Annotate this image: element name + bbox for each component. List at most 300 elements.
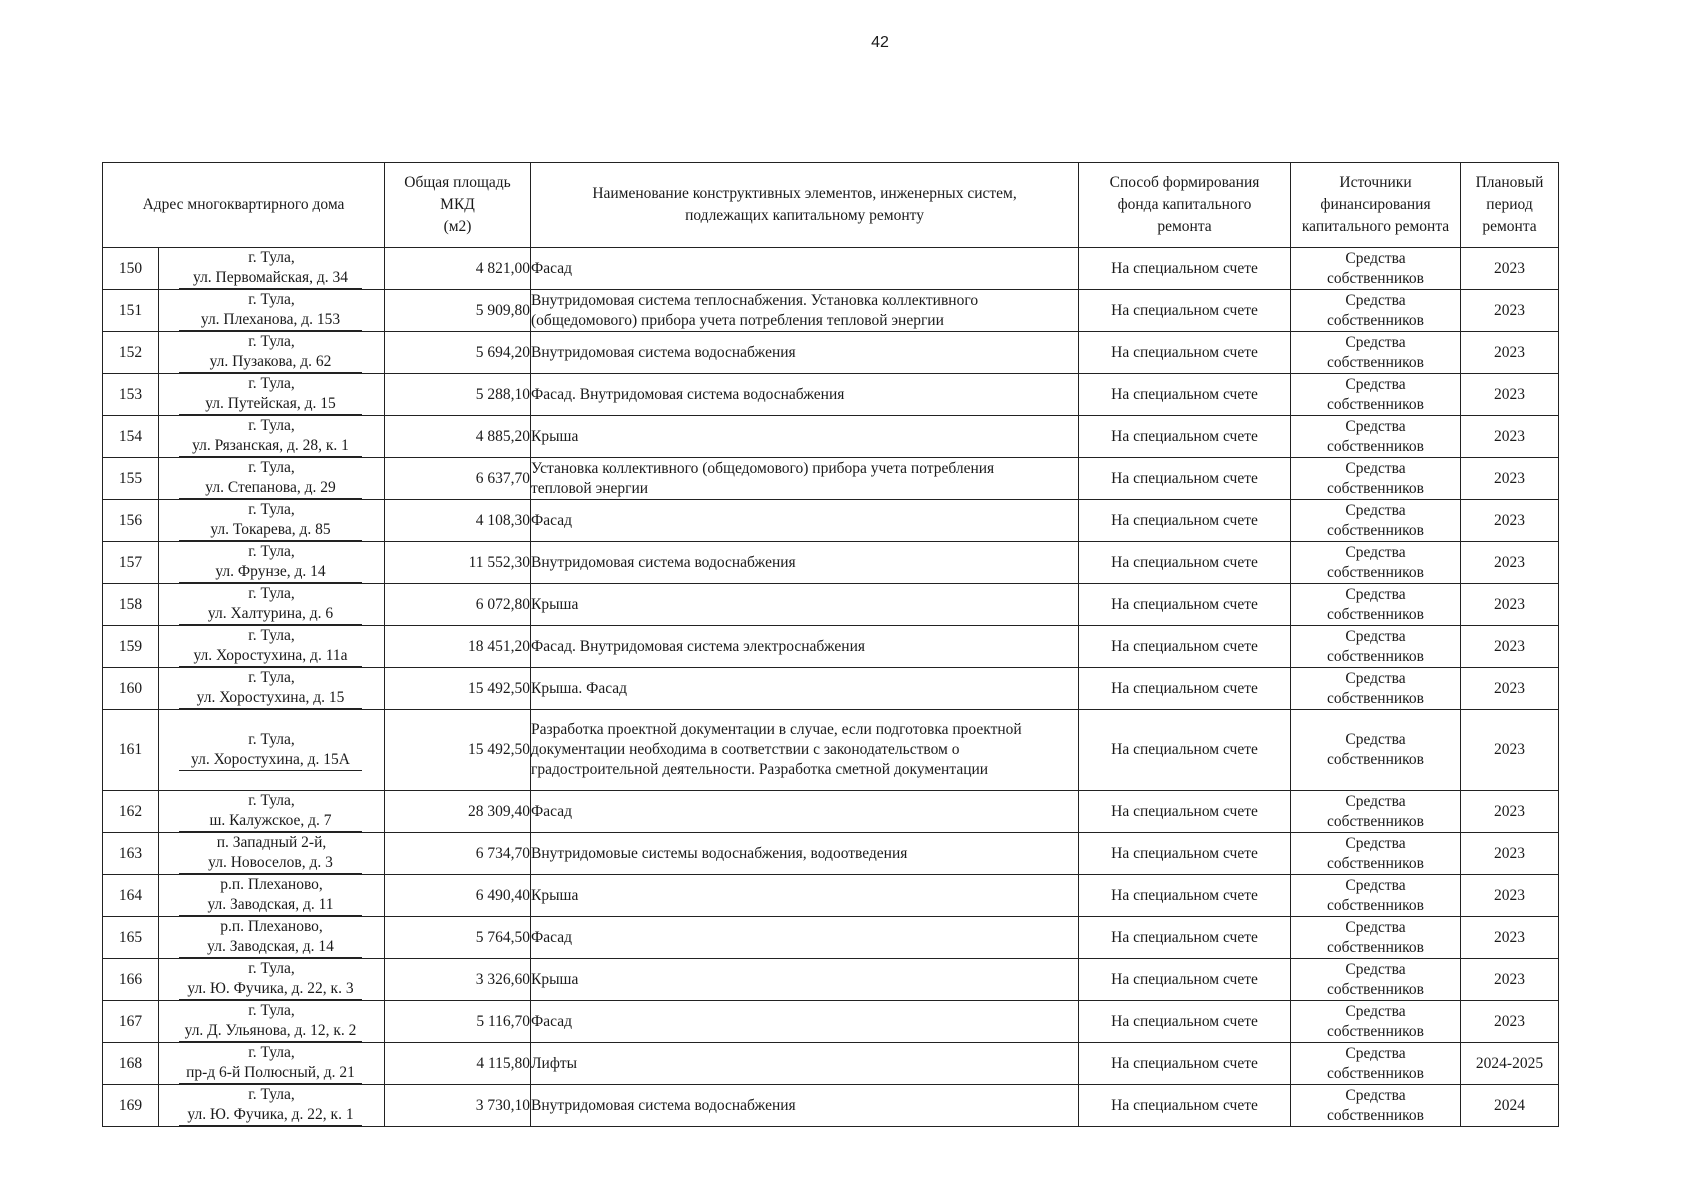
- period-cell: [1461, 416, 1559, 458]
- row-number: 152: [118, 343, 143, 361]
- repair-element-line: Фасад: [531, 259, 572, 277]
- funding-source: Средства: [1345, 501, 1406, 519]
- method-cell: [1079, 1001, 1291, 1043]
- total-area: 4 821,00: [475, 259, 531, 277]
- address-locality: п. Западный 2-й,: [216, 834, 327, 851]
- address-locality: р.п. Плеханово,: [220, 918, 323, 935]
- method-cell: [1079, 332, 1291, 374]
- address-locality: г. Тула,: [248, 291, 295, 308]
- planned-period: 2024: [1494, 1096, 1526, 1114]
- funding-source-owner: собственников: [1327, 269, 1424, 287]
- source-cell: [1291, 833, 1461, 875]
- area-cell: [385, 1085, 531, 1127]
- total-area: 5 909,80: [475, 301, 531, 319]
- row-number-cell: [103, 248, 159, 290]
- method-cell: [1079, 1043, 1291, 1085]
- area-cell: [385, 791, 531, 833]
- source-cell: [1291, 668, 1461, 710]
- table-row: [103, 875, 1559, 917]
- repair-element-line: Внутридомовая система водоснабжения: [531, 343, 796, 361]
- fund-method: На специальном счете: [1111, 741, 1258, 758]
- area-cell: [385, 668, 531, 710]
- fund-method: На специальном счете: [1111, 469, 1258, 487]
- funding-source-owner: собственников: [1327, 751, 1424, 768]
- table-row: [103, 959, 1559, 1001]
- period-cell: [1461, 1043, 1559, 1085]
- table-row: [103, 500, 1559, 542]
- funding-source: Средства: [1345, 1002, 1406, 1020]
- total-area: 18 451,20: [468, 637, 531, 655]
- funding-source: Средства: [1345, 627, 1406, 645]
- elements-cell: [531, 1085, 1079, 1127]
- funding-source: Средства: [1345, 960, 1406, 978]
- address-cell: [159, 374, 385, 416]
- period-cell: [1461, 290, 1559, 332]
- source-cell: [1291, 374, 1461, 416]
- area-cell: [385, 584, 531, 626]
- row-number: 166: [118, 970, 143, 988]
- table-row: [103, 584, 1559, 626]
- elements-cell: [531, 332, 1079, 374]
- address-locality: г. Тула,: [248, 1002, 295, 1019]
- address-locality: г. Тула,: [248, 585, 295, 602]
- funding-source-owner: собственников: [1327, 479, 1424, 497]
- period-cell: [1461, 332, 1559, 374]
- address-cell: [159, 791, 385, 833]
- area-cell: [385, 710, 531, 791]
- row-number: 159: [118, 637, 143, 655]
- planned-period: 2023: [1494, 679, 1526, 697]
- planned-period: 2023: [1494, 511, 1526, 529]
- address-street: ул. Плеханова, д. 153: [179, 310, 362, 331]
- funding-source: Средства: [1345, 669, 1406, 687]
- row-number: 150: [118, 259, 143, 277]
- row-number-cell: [103, 1043, 159, 1085]
- planned-period: 2023: [1494, 637, 1526, 655]
- elements-cell: [531, 959, 1079, 1001]
- funding-source: Средства: [1345, 459, 1406, 477]
- funding-source: Средства: [1345, 249, 1406, 267]
- address-cell: [159, 248, 385, 290]
- address-cell: [159, 833, 385, 875]
- address-street: ул. Заводская, д. 11: [179, 895, 362, 916]
- table-row: [103, 374, 1559, 416]
- row-number: 157: [118, 553, 143, 571]
- area-cell: [385, 959, 531, 1001]
- source-cell: [1291, 542, 1461, 584]
- address-cell: [159, 458, 385, 500]
- address-cell: [159, 1043, 385, 1085]
- planned-period: 2024-2025: [1475, 1054, 1544, 1072]
- address-street: ул. Первомайская, д. 34: [179, 268, 362, 289]
- fund-method: На специальном счете: [1111, 844, 1258, 862]
- planned-period: 2023: [1494, 970, 1526, 988]
- period-cell: [1461, 875, 1559, 917]
- row-number-cell: [103, 668, 159, 710]
- address-street: ул. Токарева, д. 85: [179, 520, 362, 541]
- period-cell: [1461, 1001, 1559, 1043]
- method-cell: [1079, 1085, 1291, 1127]
- address-street: ул. Хоростухина, д. 11а: [179, 646, 362, 667]
- funding-source-owner: собственников: [1327, 812, 1424, 830]
- area-cell: [385, 248, 531, 290]
- table-row: [103, 416, 1559, 458]
- row-number-cell: [103, 332, 159, 374]
- address-locality: г. Тула,: [248, 1086, 295, 1103]
- repair-element-line: Фасад: [531, 928, 572, 946]
- elements-cell: [531, 917, 1079, 959]
- source-cell: [1291, 416, 1461, 458]
- planned-period: 2023: [1494, 343, 1526, 361]
- address-cell: [159, 416, 385, 458]
- repair-element-line: Крыша: [531, 427, 579, 445]
- address-cell: [159, 584, 385, 626]
- area-cell: [385, 1001, 531, 1043]
- method-cell: [1079, 416, 1291, 458]
- repair-element-line: Фасад: [531, 1012, 572, 1030]
- elements-cell: [531, 710, 1079, 791]
- fund-method: На специальном счете: [1111, 1054, 1258, 1072]
- method-cell: [1079, 668, 1291, 710]
- row-number-cell: [103, 416, 159, 458]
- funding-source: Средства: [1345, 918, 1406, 936]
- method-cell: [1079, 626, 1291, 668]
- funding-source-owner: собственников: [1327, 689, 1424, 707]
- address-cell: [159, 959, 385, 1001]
- table-row: [103, 542, 1559, 584]
- planned-period: 2023: [1494, 427, 1526, 445]
- table-body: [103, 248, 1559, 1127]
- period-cell: [1461, 1085, 1559, 1127]
- address-cell: [159, 1085, 385, 1127]
- elements-cell: [531, 374, 1079, 416]
- row-number-cell: [103, 500, 159, 542]
- repair-element-line: Фасад: [531, 802, 572, 820]
- planned-period: 2023: [1494, 886, 1526, 904]
- period-cell: [1461, 959, 1559, 1001]
- funding-source: Средства: [1345, 1044, 1406, 1062]
- address-cell: [159, 542, 385, 584]
- address-cell: [159, 875, 385, 917]
- period-cell: [1461, 833, 1559, 875]
- fund-method: На специальном счете: [1111, 802, 1258, 820]
- funding-source: Средства: [1345, 792, 1406, 810]
- total-area: 4 885,20: [475, 427, 531, 445]
- fund-method: На специальном счете: [1111, 259, 1258, 277]
- period-cell: [1461, 374, 1559, 416]
- period-cell: [1461, 626, 1559, 668]
- period-cell: [1461, 248, 1559, 290]
- row-number: 162: [118, 802, 143, 820]
- elements-cell: [531, 626, 1079, 668]
- funding-source-owner: собственников: [1327, 311, 1424, 329]
- fund-method: На специальном счете: [1111, 679, 1258, 697]
- total-area: 6 072,80: [475, 595, 531, 613]
- repair-element-line: Крыша: [531, 970, 579, 988]
- area-cell: [385, 500, 531, 542]
- source-cell: [1291, 248, 1461, 290]
- total-area: 28 309,40: [468, 802, 531, 820]
- row-number: 167: [118, 1012, 143, 1030]
- funding-source: Средства: [1345, 333, 1406, 351]
- header-area: Общая площадь МКД (м2): [385, 163, 531, 248]
- planned-period: 2023: [1494, 595, 1526, 613]
- row-number: 161: [118, 741, 143, 758]
- elements-cell: [531, 416, 1079, 458]
- address-cell: [159, 1001, 385, 1043]
- table-row: [103, 290, 1559, 332]
- funding-source-owner: собственников: [1327, 1106, 1424, 1124]
- planned-period: 2023: [1494, 802, 1526, 820]
- table-header-row: [103, 163, 1559, 248]
- area-cell: [385, 875, 531, 917]
- address-street: ул. Рязанская, д. 28, к. 1: [179, 436, 362, 457]
- repair-element-line: Крыша: [531, 595, 579, 613]
- fund-method: На специальном счете: [1111, 385, 1258, 403]
- funding-source-owner: собственников: [1327, 896, 1424, 914]
- address-street: ул. Пузакова, д. 62: [179, 352, 362, 373]
- row-number: 168: [118, 1054, 143, 1072]
- address-street: ул. Хоростухина, д. 15: [179, 688, 362, 709]
- period-cell: [1461, 791, 1559, 833]
- table-row: [103, 1085, 1559, 1127]
- row-number-cell: [103, 1001, 159, 1043]
- method-cell: [1079, 458, 1291, 500]
- funding-source-owner: собственников: [1327, 563, 1424, 581]
- row-number: 165: [118, 928, 143, 946]
- source-cell: [1291, 332, 1461, 374]
- area-cell: [385, 290, 531, 332]
- fund-method: На специальном счете: [1111, 886, 1258, 904]
- total-area: 11 552,30: [468, 553, 531, 571]
- funding-source-owner: собственников: [1327, 1022, 1424, 1040]
- address-locality: г. Тула,: [248, 627, 295, 644]
- address-street: ул. Ю. Фучика, д. 22, к. 1: [179, 1105, 362, 1126]
- elements-cell: [531, 668, 1079, 710]
- total-area: 4 115,80: [476, 1054, 531, 1072]
- table-row: [103, 833, 1559, 875]
- repair-element-line: (общедомового) прибора учета потребления тепловой энергии: [531, 311, 944, 329]
- row-number-cell: [103, 959, 159, 1001]
- elements-cell: [531, 500, 1079, 542]
- page-number: 42: [871, 34, 889, 51]
- funding-source: Средства: [1345, 1086, 1406, 1104]
- planned-period: 2023: [1494, 301, 1526, 319]
- funding-source-owner: собственников: [1327, 353, 1424, 371]
- address-locality: г. Тула,: [248, 1044, 295, 1061]
- address-locality: г. Тула,: [248, 249, 295, 266]
- planned-period: 2023: [1494, 741, 1526, 758]
- row-number: 151: [118, 301, 143, 319]
- table-row: [103, 791, 1559, 833]
- repair-element-line: документации необходима в соответствии с законодательством о: [531, 741, 960, 758]
- method-cell: [1079, 500, 1291, 542]
- source-cell: [1291, 1085, 1461, 1127]
- address-cell: [159, 917, 385, 959]
- address-cell: [159, 290, 385, 332]
- method-cell: [1079, 584, 1291, 626]
- total-area: 5 764,50: [475, 928, 531, 946]
- repair-element-line: Фасад: [531, 511, 572, 529]
- source-cell: [1291, 710, 1461, 791]
- row-number: 156: [118, 511, 143, 529]
- repair-element-line: тепловой энергии: [531, 479, 649, 497]
- address-locality: г. Тула,: [248, 375, 295, 392]
- funding-source: Средства: [1345, 417, 1406, 435]
- funding-source-owner: собственников: [1327, 605, 1424, 623]
- address-locality: г. Тула,: [248, 333, 295, 350]
- elements-cell: [531, 1001, 1079, 1043]
- repair-element-line: Внутридомовая система теплоснабжения. Установка коллективного: [531, 291, 979, 309]
- funding-source-owner: собственников: [1327, 854, 1424, 872]
- repair-element-line: Крыша: [531, 886, 579, 904]
- area-cell: [385, 833, 531, 875]
- fund-method: На специальном счете: [1111, 970, 1258, 988]
- address-locality: г. Тула,: [248, 669, 295, 686]
- address-locality: г. Тула,: [248, 459, 295, 476]
- source-cell: [1291, 626, 1461, 668]
- address-cell: [159, 332, 385, 374]
- method-cell: [1079, 791, 1291, 833]
- header-period: Плановый период ремонта: [1461, 163, 1559, 248]
- fund-method: На специальном счете: [1111, 595, 1258, 613]
- area-cell: [385, 374, 531, 416]
- header-elements: Наименование конструктивных элементов, инженерных систем, подлежащих капитальному ремонту: [531, 163, 1079, 248]
- address-street: ул. Хоростухина, д. 15А: [179, 750, 362, 771]
- area-cell: [385, 1043, 531, 1085]
- source-cell: [1291, 1043, 1461, 1085]
- row-number: 163: [118, 844, 143, 862]
- address-street: ул. Ю. Фучика, д. 22, к. 3: [179, 979, 362, 1000]
- table-row: [103, 917, 1559, 959]
- address-street: ул. Халтурина, д. 6: [179, 604, 362, 625]
- row-number: 164: [118, 886, 143, 904]
- total-area: 5 288,10: [475, 385, 531, 403]
- area-cell: [385, 917, 531, 959]
- repair-plan-table: [102, 162, 1559, 1127]
- row-number-cell: [103, 290, 159, 332]
- area-cell: [385, 626, 531, 668]
- address-street: ул. Степанова, д. 29: [179, 478, 362, 499]
- funding-source-owner: собственников: [1327, 395, 1424, 413]
- row-number-cell: [103, 791, 159, 833]
- method-cell: [1079, 917, 1291, 959]
- row-number-cell: [103, 542, 159, 584]
- area-cell: [385, 332, 531, 374]
- table-row: [103, 1001, 1559, 1043]
- method-cell: [1079, 875, 1291, 917]
- source-cell: [1291, 959, 1461, 1001]
- repair-element-line: Лифты: [531, 1054, 578, 1072]
- funding-source-owner: собственников: [1327, 521, 1424, 539]
- fund-method: На специальном счете: [1111, 427, 1258, 445]
- funding-source-owner: собственников: [1327, 437, 1424, 455]
- funding-source: Средства: [1345, 291, 1406, 309]
- address-locality: р.п. Плеханово,: [220, 876, 323, 893]
- planned-period: 2023: [1494, 928, 1526, 946]
- elements-cell: [531, 290, 1079, 332]
- fund-method: На специальном счете: [1111, 511, 1258, 529]
- row-number-cell: [103, 710, 159, 791]
- method-cell: [1079, 542, 1291, 584]
- fund-method: На специальном счете: [1111, 343, 1258, 361]
- method-cell: [1079, 248, 1291, 290]
- table-row: [103, 626, 1559, 668]
- area-cell: [385, 458, 531, 500]
- repair-element-line: Внутридомовые системы водоснабжения, водоотведения: [531, 844, 908, 862]
- row-number-cell: [103, 626, 159, 668]
- repair-element-line: Фасад. Внутридомовая система электроснабжения: [531, 637, 865, 655]
- repair-element-line: Внутридомовая система водоснабжения: [531, 1096, 796, 1114]
- repair-element-line: Внутридомовая система водоснабжения: [531, 553, 796, 571]
- period-cell: [1461, 710, 1559, 791]
- address-cell: [159, 500, 385, 542]
- row-number-cell: [103, 458, 159, 500]
- address-street: пр-д 6-й Полюсный, д. 21: [179, 1063, 362, 1084]
- row-number: 160: [118, 679, 143, 697]
- planned-period: 2023: [1494, 259, 1526, 277]
- total-area: 3 326,60: [475, 970, 531, 988]
- repair-element-line: Крыша. Фасад: [531, 679, 628, 697]
- source-cell: [1291, 875, 1461, 917]
- area-cell: [385, 542, 531, 584]
- fund-method: На специальном счете: [1111, 637, 1258, 655]
- address-cell: [159, 668, 385, 710]
- source-cell: [1291, 584, 1461, 626]
- total-area: 5 694,20: [475, 343, 531, 361]
- address-street: ул. Заводская, д. 14: [179, 937, 362, 958]
- funding-source-owner: собственников: [1327, 647, 1424, 665]
- repair-element-line: Установка коллективного (общедомового) прибора учета потребления: [531, 459, 995, 477]
- funding-source-owner: собственников: [1327, 980, 1424, 998]
- repair-element-line: Разработка проектной документации в случае, если подготовка проектной: [531, 721, 1022, 738]
- row-number-cell: [103, 833, 159, 875]
- elements-cell: [531, 248, 1079, 290]
- table-row: [103, 710, 1559, 791]
- area-cell: [385, 416, 531, 458]
- address-locality: г. Тула,: [248, 417, 295, 434]
- period-cell: [1461, 500, 1559, 542]
- planned-period: 2023: [1494, 844, 1526, 862]
- table-row: [103, 668, 1559, 710]
- address-street: ул. Фрунзе, д. 14: [179, 562, 362, 583]
- funding-source-owner: собственников: [1327, 1064, 1424, 1082]
- elements-cell: [531, 1043, 1079, 1085]
- source-cell: [1291, 500, 1461, 542]
- address-cell: [159, 626, 385, 668]
- row-number-cell: [103, 584, 159, 626]
- fund-method: На специальном счете: [1111, 1012, 1258, 1030]
- source-cell: [1291, 1001, 1461, 1043]
- fund-method: На специальном счете: [1111, 1096, 1258, 1114]
- address-locality: г. Тула,: [248, 543, 295, 560]
- method-cell: [1079, 959, 1291, 1001]
- row-number-cell: [103, 917, 159, 959]
- funding-source: Средства: [1345, 834, 1406, 852]
- planned-period: 2023: [1494, 1012, 1526, 1030]
- planned-period: 2023: [1494, 553, 1526, 571]
- planned-period: 2023: [1494, 469, 1526, 487]
- row-number-cell: [103, 875, 159, 917]
- row-number: 153: [118, 385, 143, 403]
- total-area: 15 492,50: [468, 679, 531, 697]
- total-area: 6 637,70: [475, 469, 531, 487]
- address-street: ул. Путейская, д. 15: [179, 394, 362, 415]
- source-cell: [1291, 791, 1461, 833]
- address-locality: г. Тула,: [248, 792, 295, 809]
- elements-cell: [531, 833, 1079, 875]
- total-area: 6 490,40: [475, 886, 531, 904]
